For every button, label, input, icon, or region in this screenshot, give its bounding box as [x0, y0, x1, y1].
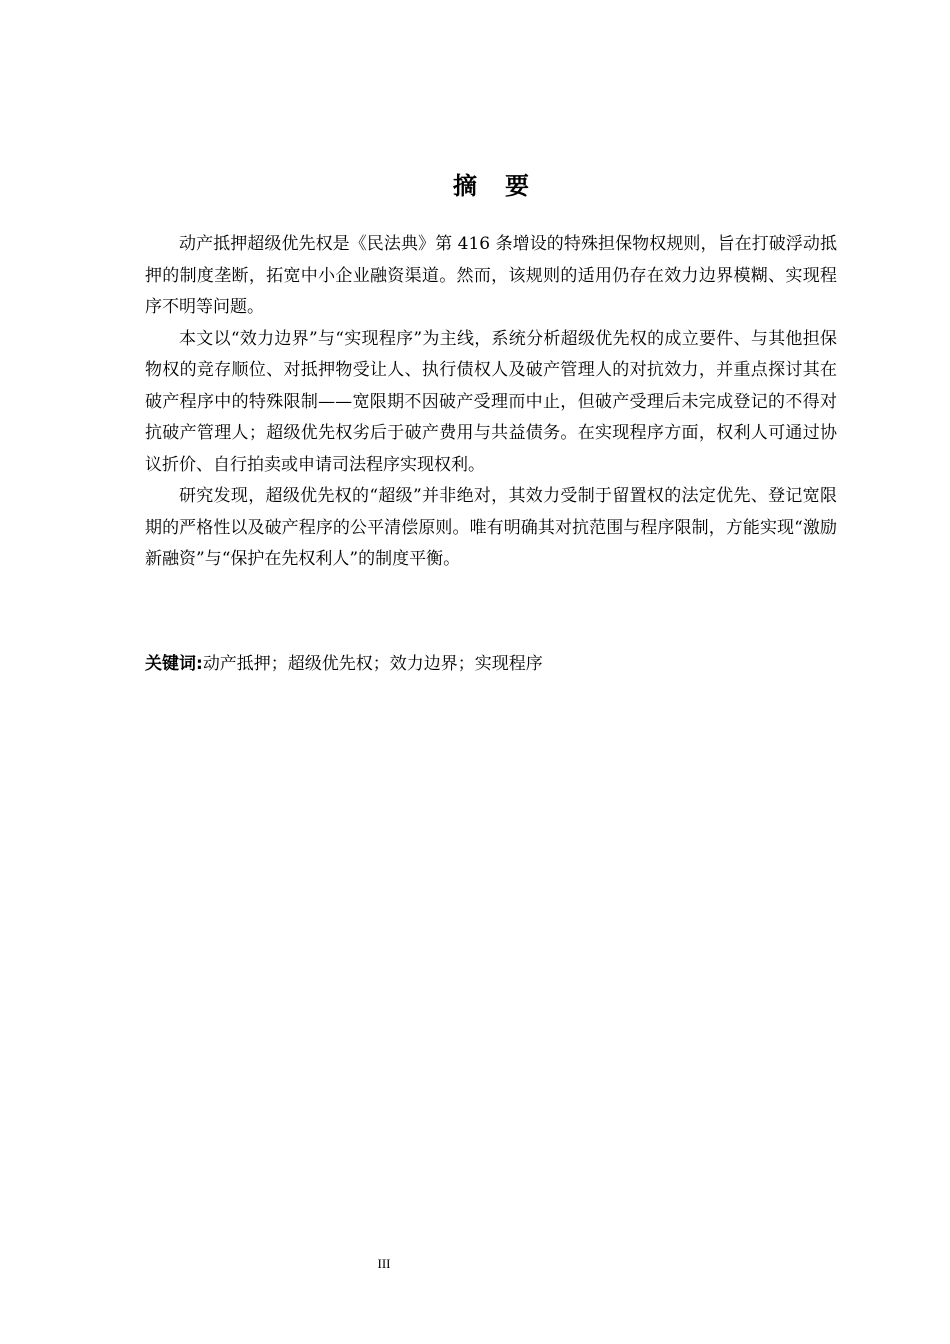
page-title: 摘 要: [453, 172, 531, 200]
abstract-body: [145, 229, 837, 576]
abstract-paragraph-2: 本文以“效力边界”与“实现程序”为主线，系统分析超级优先权的成立要件、与其他担保物权的竞存顺位、对抵押物受让人、执行债权人及破产管理人的对抗效力，并重点探讨其在破产程序中的特殊限制——宽限期不因破产受理而中止，但破产受理后未完成登记的不得对抗破产管理人；超级优先权劣后于破产费用与共益债务。在实现程序方面，权利人可通过协议折价、自行拍卖或申请司法程序实现权利。: [145, 328, 837, 475]
abstract-paragraph-3: 研究发现，超级优先权的“超级”并非绝对，其效力受制于留置权的法定优先、登记宽限期的严格性以及破产程序的公平清偿原则。唯有明确其对抗范围与程序限制，方能实现“激励新融资”与“保护在先权利人”的制度平衡。: [145, 486, 837, 569]
keywords-separator: :: [196, 654, 203, 674]
keywords-label: 关键词: [145, 654, 196, 674]
page-number: III: [377, 1256, 391, 1271]
keywords-value: 动产抵押；超级优先权；效力边界；实现程序: [202, 654, 543, 674]
keywords-line: [145, 649, 837, 681]
abstract-paragraph-1: 动产抵押超级优先权是《民法典》第 416 条增设的特殊担保物权规则，旨在打破浮动抵押的制度垄断，拓宽中小企业融资渠道。然而，该规则的适用仍存在效力边界模糊、实现程序不明等问题。: [145, 234, 837, 317]
